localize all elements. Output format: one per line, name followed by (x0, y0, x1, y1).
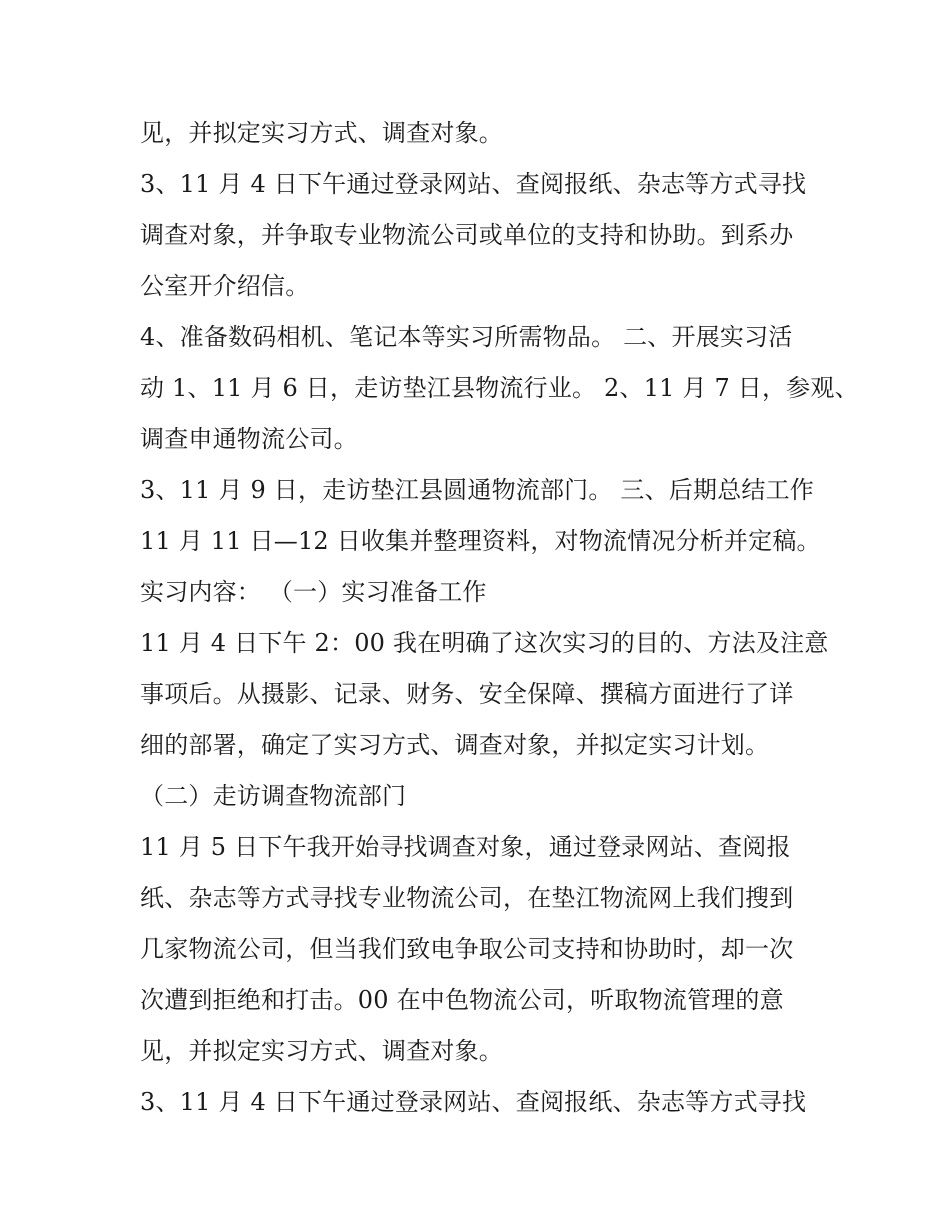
text-line-18: 次遭到拒绝和打击。00 在中色物流公司，听取物流管理的意 (140, 986, 784, 1014)
text-line-11: 11 月 4 日下午 2：00 我在明确了这次实习的目的、方法及注意 (140, 629, 829, 657)
text-line-3: 调查对象，并争取专业物流公司或单位的支持和协助。到系办 (140, 221, 794, 249)
text-line-19: 见，并拟定实习方式、调查对象。 (140, 1037, 503, 1065)
text-line-10: 实习内容： （一）实习准备工作 (140, 578, 487, 606)
document-body (140, 108, 859, 1128)
text-line-20: 3、11 月 4 日下午通过登录网站、查阅报纸、杂志等方式寻找 (140, 1088, 807, 1116)
text-line-9: 11 月 11 日—12 日收集并整理资料，对物流情况分析并定稿。 (140, 527, 821, 555)
text-line-12: 事项后。从摄影、记录、财务、安全保障、撰稿方面进行了详 (140, 680, 794, 708)
text-line-16: 纸、杂志等方式寻找专业物流公司，在垫江物流网上我们搜到 (140, 884, 794, 912)
text-line-1: 见，并拟定实习方式、调查对象。 (140, 119, 503, 147)
text-line-6: 动 1、11 月 6 日，走访垫江县物流行业。 2、11 月 7 日，参观、 (140, 374, 859, 402)
text-line-15: 11 月 5 日下午我开始寻找调查对象，通过登录网站、查阅报 (140, 833, 791, 861)
text-line-8: 3、11 月 9 日，走访垫江县圆通物流部门。 三、后期总结工作 (140, 476, 814, 504)
text-line-7: 调查申通物流公司。 (140, 425, 358, 453)
text-line-17: 几家物流公司，但当我们致电争取公司支持和协助时，却一次 (140, 935, 794, 963)
text-line-4: 公室开介绍信。 (140, 272, 310, 300)
text-line-13: 细的部署，确定了实习方式、调查对象，并拟定实习计划。 (140, 731, 770, 759)
text-line-2: 3、11 月 4 日下午通过登录网站、查阅报纸、杂志等方式寻找 (140, 170, 807, 198)
text-line-5: 4、准备数码相机、笔记本等实习所需物品。 二、开展实习活 (140, 323, 793, 351)
text-line-14: （二）走访调查物流部门 (140, 782, 407, 810)
